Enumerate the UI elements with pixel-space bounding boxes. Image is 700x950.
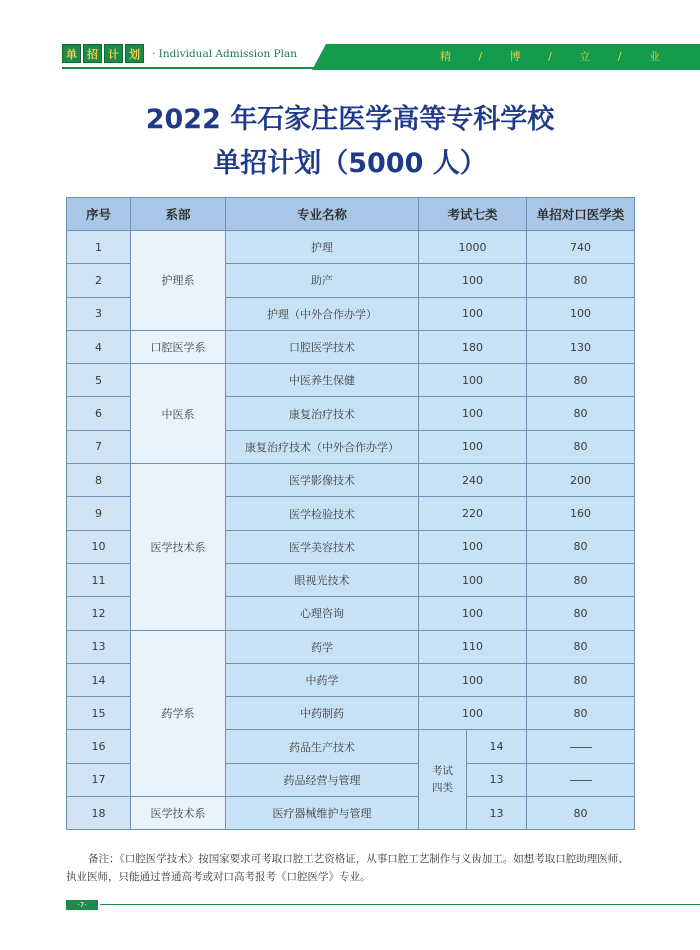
cell-vocational: 200	[527, 464, 635, 497]
cell-dept: 口腔医学系	[131, 330, 226, 363]
cell-seq: 16	[67, 730, 131, 763]
cell-vocational: 100	[527, 297, 635, 330]
cell-seq: 17	[67, 763, 131, 796]
header-logo-char: 单	[62, 44, 81, 63]
cell-major: 康复治疗技术（中外合作办学）	[226, 430, 419, 463]
cell-dept: 中医系	[131, 364, 226, 464]
cell-major: 医疗器械维护与管理	[226, 797, 419, 830]
footnote: 备注：《口腔医学技术》按国家要求可考取口腔工艺资格证，从事口腔工艺制作与义齿加工。如想考取口腔助理医师、执业医师，只能通过普通高考或对口高考报考《口腔医学》专业。	[66, 853, 629, 883]
header-dept: 系部	[131, 198, 226, 231]
cell-seq: 15	[67, 697, 131, 730]
cell-exam: 240	[419, 464, 527, 497]
cell-seq: 1	[67, 231, 131, 264]
cell-seq: 9	[67, 497, 131, 530]
cell-exam: 100	[419, 264, 527, 297]
cell-dept: 药学系	[131, 630, 226, 796]
header-subtitle: · Individual Admission Plan	[152, 47, 298, 60]
table-row	[67, 797, 635, 830]
cell-seq: 10	[67, 530, 131, 563]
cell-dept: 医学技术系	[131, 464, 226, 630]
cell-vocational: 80	[527, 530, 635, 563]
cell-exam: 13	[467, 763, 527, 796]
cell-vocational: 130	[527, 330, 635, 363]
admission-plan-table	[66, 197, 635, 830]
cell-vocational	[527, 730, 635, 763]
cell-seq: 5	[67, 364, 131, 397]
cell-exam: 180	[419, 330, 527, 363]
exam4-label-text: 考试四类	[432, 764, 453, 794]
table-row	[67, 464, 635, 497]
dash-mark	[570, 780, 592, 781]
cell-exam: 100	[419, 563, 527, 596]
table-header-row	[67, 198, 635, 231]
motto-sep: /	[617, 49, 622, 63]
cell-exam: 1000	[419, 231, 527, 264]
cell-exam: 100	[419, 530, 527, 563]
cell-seq: 12	[67, 597, 131, 630]
cell-major: 医学检验技术	[226, 497, 419, 530]
motto-char: 博	[509, 50, 521, 63]
cell-exam: 100	[419, 597, 527, 630]
cell-major: 护理	[226, 231, 419, 264]
cell-major: 药品经营与管理	[226, 763, 419, 796]
page-footer	[66, 900, 700, 910]
header-seq: 序号	[67, 198, 131, 231]
page-title	[0, 100, 700, 184]
cell-major: 中药制药	[226, 697, 419, 730]
cell-major: 中医养生保健	[226, 364, 419, 397]
motto-char: 立	[579, 50, 591, 63]
cell-exam: 100	[419, 663, 527, 696]
motto-sep: /	[548, 49, 552, 63]
cell-vocational: 740	[527, 231, 635, 264]
cell-seq: 11	[67, 563, 131, 596]
cell-exam: 100	[419, 364, 527, 397]
dash-mark	[570, 747, 592, 748]
cell-major: 康复治疗技术	[226, 397, 419, 430]
cell-seq: 13	[67, 630, 131, 663]
cell-major: 药品生产技术	[226, 730, 419, 763]
cell-seq: 8	[67, 464, 131, 497]
cell-vocational: 160	[527, 497, 635, 530]
cell-major: 中药学	[226, 663, 419, 696]
cell-major: 医学影像技术	[226, 464, 419, 497]
cell-seq: 6	[67, 397, 131, 430]
cell-major: 心理咨询	[226, 597, 419, 630]
page-number: -7-	[66, 900, 98, 910]
cell-exam4-label	[419, 730, 467, 830]
header-logo-char: 招	[83, 44, 102, 63]
cell-vocational: 80	[527, 430, 635, 463]
motto-sep: /	[478, 49, 483, 63]
cell-seq: 18	[67, 797, 131, 830]
cell-exam: 100	[419, 297, 527, 330]
cell-seq: 2	[67, 264, 131, 297]
cell-exam: 110	[419, 630, 527, 663]
cell-major: 医学美容技术	[226, 530, 419, 563]
cell-vocational: 80	[527, 597, 635, 630]
header-major: 专业名称	[226, 198, 419, 231]
header-logo-char: 计	[104, 44, 123, 63]
header-logo-char: 划	[125, 44, 144, 63]
cell-major: 眼视光技术	[226, 563, 419, 596]
cell-vocational: 80	[527, 264, 635, 297]
cell-vocational: 80	[527, 663, 635, 696]
cell-vocational: 80	[527, 797, 635, 830]
cell-seq: 4	[67, 330, 131, 363]
cell-exam: 100	[419, 397, 527, 430]
footer-rule	[100, 904, 700, 905]
table-row	[67, 330, 635, 363]
cell-vocational: 80	[527, 697, 635, 730]
header-motto	[440, 46, 660, 66]
table-row	[67, 364, 635, 397]
cell-exam: 220	[419, 497, 527, 530]
cell-vocational: 80	[527, 397, 635, 430]
cell-dept: 医学技术系	[131, 797, 226, 830]
motto-char: 精	[440, 50, 451, 63]
title-line-1: 2022 年石家庄医学高等专科学校	[145, 104, 555, 135]
table-row	[67, 231, 635, 264]
title-line-2: 单招计划（5000 人）	[213, 148, 487, 179]
header-vocational: 单招对口医学类	[527, 198, 635, 231]
table-row	[67, 630, 635, 663]
header-rule	[62, 67, 322, 69]
cell-dept: 护理系	[131, 231, 226, 331]
cell-seq: 3	[67, 297, 131, 330]
cell-seq: 14	[67, 663, 131, 696]
cell-vocational: 80	[527, 364, 635, 397]
page-header	[0, 0, 700, 70]
cell-exam: 13	[467, 797, 527, 830]
cell-major: 护理（中外合作办学）	[226, 297, 419, 330]
cell-exam: 100	[419, 430, 527, 463]
motto-char: 业	[648, 50, 660, 63]
cell-exam: 100	[419, 697, 527, 730]
cell-vocational: 80	[527, 563, 635, 596]
header-exam7: 考试七类	[419, 198, 527, 231]
cell-exam: 14	[467, 730, 527, 763]
cell-major: 助产	[226, 264, 419, 297]
cell-major: 药学	[226, 630, 419, 663]
cell-seq: 7	[67, 430, 131, 463]
header-logo-group	[62, 44, 297, 63]
cell-major: 口腔医学技术	[226, 330, 419, 363]
cell-vocational	[527, 763, 635, 796]
cell-vocational: 80	[527, 630, 635, 663]
